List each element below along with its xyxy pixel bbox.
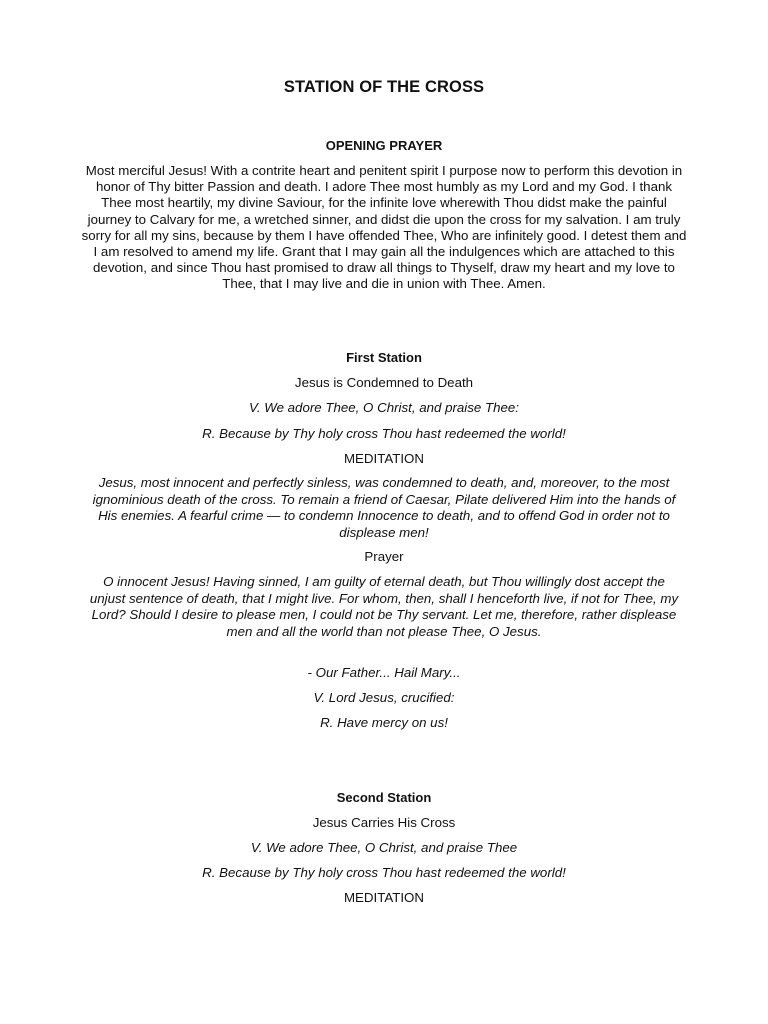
first-station-subtitle: Jesus is Condemned to Death (294, 375, 474, 390)
first-station-response: R. Because by Thy holy cross Thou hast redeemed the world! (202, 426, 566, 441)
first-station-prayer-text: O innocent Jesus! Having sinned, I am guilty of eternal death, but Thou willingly dost accept the unjust sentence of death, that I might live. For whom, then, shall I henceforth live, if not for Thee, my Lord? Should I desire to please men, I could not be Thy servant. Let me, therefore, rather displease men and all the world than not please Thee, O Jesus. (89, 574, 679, 639)
document-title: STATION OF THE CROSS (283, 78, 485, 96)
opening-prayer-body: Most merciful Jesus! With a contrite heart and penitent spirit I purpose now to perform this devotion in honor of Thy bitter Passion and death. I adore Thee most humbly as my Lord and my God. I thank Thee most heartily, my divine Saviour, for the infinite love wherewith Thou didst make the painful journey to Calvary for me, a wretched sinner, and didst die upon the cross for my salvation. I am truly sorry for all my sins, because by them I have offended Thee, Who are infinitely good. I detest them and I am resolved to amend my life. Grant that I may gain all the indulgences which are attached to this devotion, and since Thou hast promised to draw all things to Thyself, draw my heart and my love to Thee, that I may live and die in union with Thee. Amen. (81, 163, 687, 292)
first-station-our-father: - Our Father... Hail Mary... (307, 665, 461, 680)
first-station-prayer-label: Prayer (364, 549, 404, 564)
second-station-versicle: V. We adore Thee, O Christ, and praise Thee (250, 840, 518, 855)
second-station-meditation-label: MEDITATION (343, 890, 425, 905)
opening-prayer-heading: OPENING PRAYER (325, 138, 443, 153)
first-station-meditation-label: MEDITATION (343, 451, 425, 466)
second-station-subtitle: Jesus Carries His Cross (312, 815, 456, 830)
second-station-response: R. Because by Thy holy cross Thou hast redeemed the world! (202, 865, 566, 880)
first-station-closing-response: R. Have mercy on us! (320, 715, 448, 730)
first-station-meditation-text: Jesus, most innocent and perfectly sinless, was condemned to death, and, moreover, to the most ignominious death of the cross. To remain a friend of Caesar, Pilate delivered Him into the hands of His enemies. A fearful crime — to condemn Innocence to death, and to offend God in order not to displease men! (92, 475, 676, 540)
second-station-heading: Second Station (336, 790, 432, 805)
first-station-heading: First Station (346, 350, 422, 365)
first-station-closing-versicle: V. Lord Jesus, crucified: (313, 690, 455, 705)
first-station-versicle: V. We adore Thee, O Christ, and praise Thee: (248, 400, 519, 415)
